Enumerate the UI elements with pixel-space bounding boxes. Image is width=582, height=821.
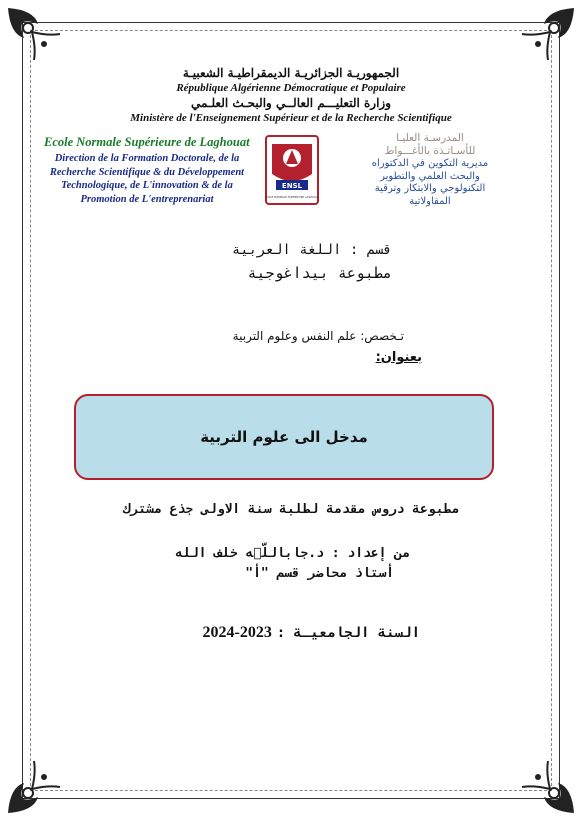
school-name-arabic-2: للأسـاتـذة بالأغـــواط	[384, 145, 476, 157]
document-title: مدخل الى علوم التربية	[200, 428, 368, 446]
department: قسم : اللغة العربية	[231, 242, 392, 258]
ministry-arabic: وزارة التعليـــم العالــي والبحـث العلـمي	[190, 96, 392, 110]
author-rank: أستاذ محاضر قسم "أ"	[245, 566, 394, 581]
document-type: مطبوعة بيداغوجية	[247, 264, 392, 282]
ministry-french: Ministère de l'Enseignement Supérieur et de la Recherche Scientifique	[130, 112, 452, 124]
corner-ornament-icon	[4, 4, 66, 66]
republic-arabic: الجمهوريـة الجزائريـة الديمقراطيـة الشعبيـة	[182, 66, 400, 80]
title-box	[74, 394, 494, 480]
year-value: 2024-2023	[202, 624, 272, 641]
corner-ornament-icon	[4, 755, 66, 817]
year-label: السنة الجامعيـة :	[276, 625, 420, 641]
logo-label: ENSL	[281, 182, 303, 190]
title-label: بعنوان:	[375, 350, 422, 365]
school-logo	[262, 134, 322, 206]
logo-caption: ECOLE NORMALE SUPERIEURE LAGHOUAT	[264, 196, 320, 199]
academic-year	[203, 624, 421, 642]
author-line: من إعداد : د.جاباللّٰه خلف الله	[175, 546, 410, 561]
republic-french: République Algérienne Démocratique et Populaire	[176, 82, 406, 94]
specialty-label: تـخصص:	[360, 329, 404, 343]
corner-ornament-icon	[516, 755, 578, 817]
direction-arabic: مديرية التكوين في الدكتوراه والبحث العلمي والتطوير التكنولوجي والابتكار وترقية المقاولاتية	[371, 158, 489, 207]
specialty-value: علم النفس وعلوم التربية	[232, 329, 357, 343]
direction-french: Direction de la Formation Doctorale, de la Recherche Scientifique & du Développement Technologique, de L'innovation & de la Promotion de L'entreprenariat	[49, 153, 245, 205]
specialty	[233, 329, 404, 343]
corner-ornament-icon	[516, 4, 578, 66]
school-name-french: Ecole Normale Supérieure de Laghouat	[44, 135, 250, 149]
school-name-arabic: المدرسـة العليـا	[396, 132, 464, 144]
subtitle: مطبوعة دروس مقدمة لطلبة سنة الاولى جذع مشترك	[122, 502, 460, 517]
